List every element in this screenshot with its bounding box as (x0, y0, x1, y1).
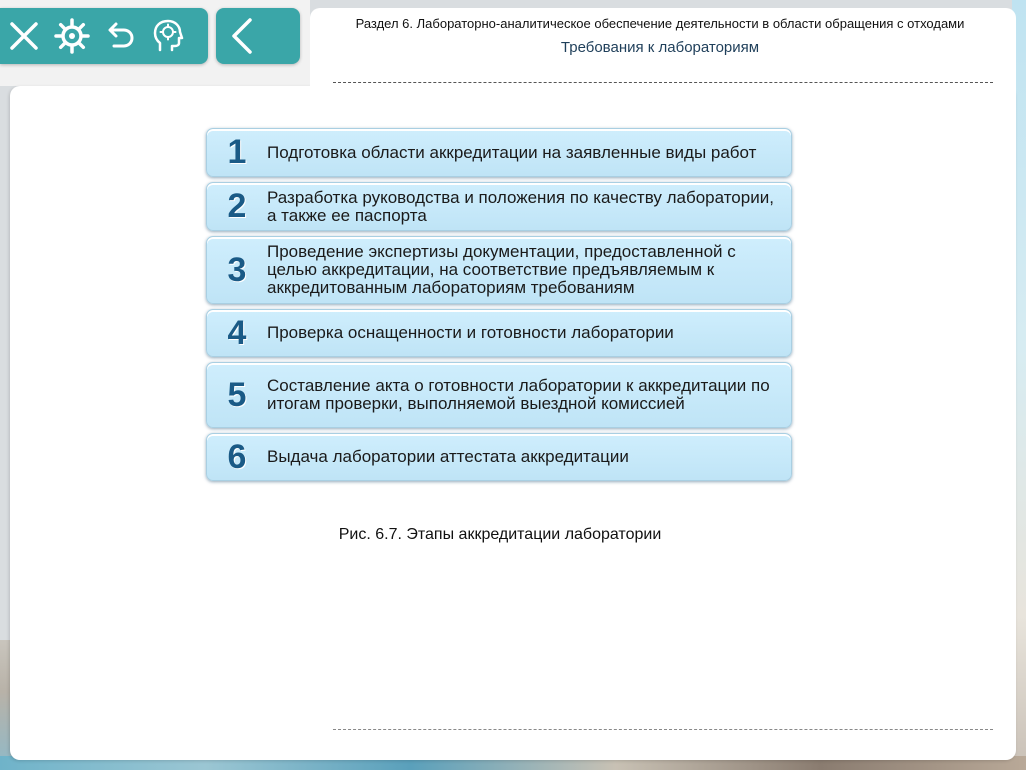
back-button[interactable] (216, 8, 300, 64)
settings-button[interactable] (48, 8, 96, 64)
stage-text: Проведение экспертизы документации, предоставленной с целью аккредитации, на соответствие предъявляемым к аккредитованным лабораториям требованиям (267, 242, 736, 297)
stage-item (206, 362, 792, 428)
divider (333, 729, 993, 730)
stage-text: Проверка оснащенности и готовности лаборатории (267, 323, 674, 342)
undo-button[interactable] (96, 8, 144, 64)
help-button[interactable] (144, 8, 192, 64)
close-button[interactable] (0, 8, 48, 64)
stage-item (206, 433, 792, 481)
stage-item (206, 236, 792, 304)
chevron-left-icon (224, 16, 260, 56)
page-title: Требования к лабораториям (560, 39, 760, 56)
stage-text: Подготовка области аккредитации на заявленные виды работ (267, 142, 757, 162)
stage-item (206, 309, 792, 357)
stage-text: Составление акта о готовности лаборатории к аккредитации по итогам проверки, выполняемой выездной комиссией (267, 376, 770, 413)
gear-icon (54, 18, 90, 54)
undo-icon (102, 18, 138, 54)
stage-item (206, 182, 792, 231)
section-title: Раздел 6. Лабораторно-аналитическое обеспечение деятельности в области обращения с отходами (355, 16, 965, 31)
stage-text: Разработка руководства и положения по качеству лаборатории, а также ее паспорта (267, 187, 774, 225)
stage-number: 4 (227, 313, 247, 352)
head-gear-icon (150, 18, 186, 54)
toolbar (0, 8, 208, 64)
stage-number: 1 (227, 133, 247, 171)
stage-number: 5 (227, 375, 247, 414)
divider (333, 82, 993, 83)
stage-text: Выдача лаборатории аттестата аккредитации (267, 447, 629, 466)
stage-number: 2 (227, 187, 247, 225)
stage-item (206, 128, 792, 177)
figure-caption: Рис. 6.7. Этапы аккредитации лаборатории (338, 526, 662, 543)
stage-number: 3 (227, 250, 247, 289)
stage-number: 6 (227, 437, 247, 476)
close-icon (6, 18, 42, 54)
stages-list (206, 128, 792, 486)
